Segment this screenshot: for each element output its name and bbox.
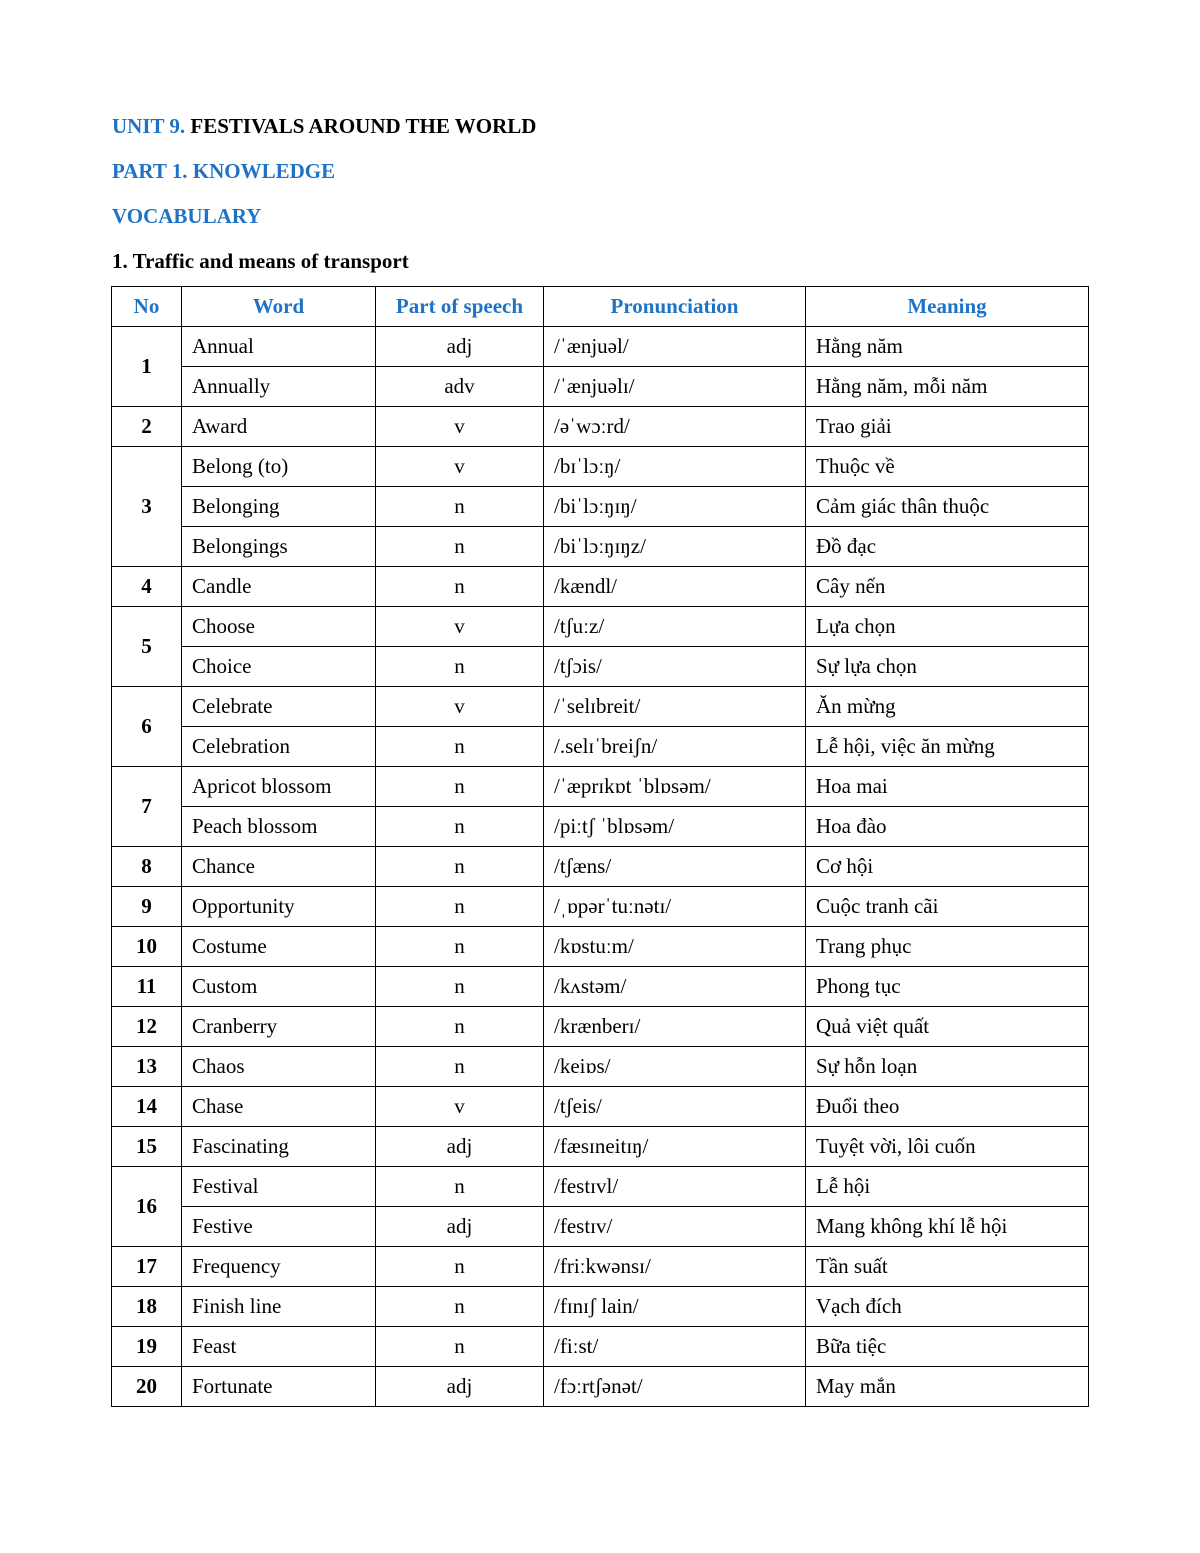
word-cell: Festival <box>182 1167 376 1207</box>
part-of-speech-cell: n <box>376 807 544 847</box>
header-word: Word <box>182 287 376 327</box>
pronunciation-cell: /.selɪˈbreiʃn/ <box>544 727 806 767</box>
table-row <box>112 1087 1089 1127</box>
pronunciation-cell: /əˈwɔːrd/ <box>544 407 806 447</box>
unit-title: FESTIVALS AROUND THE WORLD <box>190 114 537 138</box>
table-row <box>112 1207 1089 1247</box>
pronunciation-cell: /fiːst/ <box>544 1327 806 1367</box>
part-of-speech-cell: n <box>376 927 544 967</box>
word-cell: Award <box>182 407 376 447</box>
table-body <box>112 327 1089 1407</box>
row-number: 14 <box>112 1087 182 1127</box>
table-row <box>112 447 1089 487</box>
row-number: 5 <box>112 607 182 687</box>
part-of-speech-cell: adj <box>376 1127 544 1167</box>
table-row <box>112 807 1089 847</box>
table-row <box>112 567 1089 607</box>
meaning-cell: Thuộc về <box>806 447 1089 487</box>
part-of-speech-cell: n <box>376 967 544 1007</box>
word-cell: Celebration <box>182 727 376 767</box>
word-cell: Custom <box>182 967 376 1007</box>
row-number: 4 <box>112 567 182 607</box>
word-cell: Belong (to) <box>182 447 376 487</box>
pronunciation-cell: /ˌɒpərˈtuːnətɪ/ <box>544 887 806 927</box>
meaning-cell: Trang phục <box>806 927 1089 967</box>
meaning-cell: Cơ hội <box>806 847 1089 887</box>
pronunciation-cell: /ˈænjuəlɪ/ <box>544 367 806 407</box>
meaning-cell: Ăn mừng <box>806 687 1089 727</box>
part-of-speech-cell: adj <box>376 1367 544 1407</box>
header-meaning: Meaning <box>806 287 1089 327</box>
table-row <box>112 607 1089 647</box>
word-cell: Choose <box>182 607 376 647</box>
pronunciation-cell: /keiɒs/ <box>544 1047 806 1087</box>
meaning-cell: Quả việt quất <box>806 1007 1089 1047</box>
part-of-speech-cell: adj <box>376 327 544 367</box>
table-row <box>112 367 1089 407</box>
header-no: No <box>112 287 182 327</box>
word-cell: Choice <box>182 647 376 687</box>
table-row <box>112 1247 1089 1287</box>
word-cell: Fascinating <box>182 1127 376 1167</box>
part-of-speech-cell: n <box>376 1167 544 1207</box>
word-cell: Celebrate <box>182 687 376 727</box>
meaning-cell: Cảm giác thân thuộc <box>806 487 1089 527</box>
row-number: 6 <box>112 687 182 767</box>
section-heading: 1. Traffic and means of transport <box>112 249 409 273</box>
word-cell: Annually <box>182 367 376 407</box>
part-of-speech-cell: v <box>376 1087 544 1127</box>
pronunciation-cell: /kʌstəm/ <box>544 967 806 1007</box>
part-of-speech-cell: v <box>376 447 544 487</box>
word-cell: Candle <box>182 567 376 607</box>
table-row <box>112 1047 1089 1087</box>
pronunciation-cell: /friːkwənsɪ/ <box>544 1247 806 1287</box>
meaning-cell: Sự lựa chọn <box>806 647 1089 687</box>
meaning-cell: Cuộc tranh cãi <box>806 887 1089 927</box>
word-cell: Peach blossom <box>182 807 376 847</box>
table-row <box>112 487 1089 527</box>
table-row <box>112 327 1089 367</box>
table-row <box>112 1167 1089 1207</box>
word-cell: Festive <box>182 1207 376 1247</box>
pronunciation-cell: /krænberɪ/ <box>544 1007 806 1047</box>
word-cell: Finish line <box>182 1287 376 1327</box>
row-number: 18 <box>112 1287 182 1327</box>
row-number: 15 <box>112 1127 182 1167</box>
pronunciation-cell: /piːtʃ ˈblɒsəm/ <box>544 807 806 847</box>
part-of-speech-cell: n <box>376 567 544 607</box>
part-of-speech-cell: n <box>376 527 544 567</box>
row-number: 13 <box>112 1047 182 1087</box>
table-row <box>112 887 1089 927</box>
word-cell: Costume <box>182 927 376 967</box>
part-of-speech-cell: n <box>376 767 544 807</box>
meaning-cell: Bữa tiệc <box>806 1327 1089 1367</box>
pronunciation-cell: /ˈæprɪkɒt ˈblɒsəm/ <box>544 767 806 807</box>
word-cell: Belongings <box>182 527 376 567</box>
part-of-speech-cell: n <box>376 1247 544 1287</box>
row-number: 9 <box>112 887 182 927</box>
table-row <box>112 1327 1089 1367</box>
meaning-cell: Sự hỗn loạn <box>806 1047 1089 1087</box>
pronunciation-cell: /festɪvl/ <box>544 1167 806 1207</box>
part-of-speech-cell: adj <box>376 1207 544 1247</box>
part-heading: PART 1. KNOWLEDGE <box>112 159 336 183</box>
word-cell: Belonging <box>182 487 376 527</box>
meaning-cell: Tuyệt vời, lôi cuốn <box>806 1127 1089 1167</box>
row-number: 11 <box>112 967 182 1007</box>
word-cell: Fortunate <box>182 1367 376 1407</box>
header-part-of-speech: Part of speech <box>376 287 544 327</box>
pronunciation-cell: /fɔːrtʃənət/ <box>544 1367 806 1407</box>
word-cell: Feast <box>182 1327 376 1367</box>
meaning-cell: Cây nến <box>806 567 1089 607</box>
pronunciation-cell: /tʃuːz/ <box>544 607 806 647</box>
table-row <box>112 1287 1089 1327</box>
row-number: 7 <box>112 767 182 847</box>
pronunciation-cell: /tʃæns/ <box>544 847 806 887</box>
meaning-cell: Hoa mai <box>806 767 1089 807</box>
meaning-cell: Tần suất <box>806 1247 1089 1287</box>
meaning-cell: Hằng năm, mỗi năm <box>806 367 1089 407</box>
word-cell: Chaos <box>182 1047 376 1087</box>
part-of-speech-cell: adv <box>376 367 544 407</box>
row-number: 8 <box>112 847 182 887</box>
meaning-cell: Phong tục <box>806 967 1089 1007</box>
part-of-speech-cell: v <box>376 607 544 647</box>
row-number: 20 <box>112 1367 182 1407</box>
row-number: 2 <box>112 407 182 447</box>
table-row <box>112 1127 1089 1167</box>
meaning-cell: Lễ hội, việc ăn mừng <box>806 727 1089 767</box>
row-number: 12 <box>112 1007 182 1047</box>
table-row <box>112 967 1089 1007</box>
word-cell: Opportunity <box>182 887 376 927</box>
meaning-cell: Đuổi theo <box>806 1087 1089 1127</box>
header-pronunciation: Pronunciation <box>544 287 806 327</box>
part-of-speech-cell: n <box>376 887 544 927</box>
pronunciation-cell: /biˈlɔːŋɪŋz/ <box>544 527 806 567</box>
pronunciation-cell: /biˈlɔːŋɪŋ/ <box>544 487 806 527</box>
table-header-row <box>112 287 1089 327</box>
table-row <box>112 407 1089 447</box>
word-cell: Annual <box>182 327 376 367</box>
meaning-cell: Lựa chọn <box>806 607 1089 647</box>
word-cell: Frequency <box>182 1247 376 1287</box>
meaning-cell: Đồ đạc <box>806 527 1089 567</box>
table-row <box>112 647 1089 687</box>
row-number: 3 <box>112 447 182 567</box>
vocabulary-table <box>111 286 1089 1407</box>
row-number: 16 <box>112 1167 182 1247</box>
meaning-cell: Hoa đào <box>806 807 1089 847</box>
table-row <box>112 847 1089 887</box>
part-of-speech-cell: n <box>376 1327 544 1367</box>
table-row <box>112 767 1089 807</box>
row-number: 17 <box>112 1247 182 1287</box>
row-number: 1 <box>112 327 182 407</box>
unit-prefix: UNIT 9. <box>112 114 186 138</box>
meaning-cell: Hằng năm <box>806 327 1089 367</box>
pronunciation-cell: /kɒstuːm/ <box>544 927 806 967</box>
part-of-speech-cell: n <box>376 847 544 887</box>
meaning-cell: Trao giải <box>806 407 1089 447</box>
pronunciation-cell: /tʃɔis/ <box>544 647 806 687</box>
word-cell: Apricot blossom <box>182 767 376 807</box>
part-of-speech-cell: v <box>376 407 544 447</box>
unit-heading <box>112 116 536 137</box>
pronunciation-cell: /fɪnɪʃ lain/ <box>544 1287 806 1327</box>
meaning-cell: May mắn <box>806 1367 1089 1407</box>
word-cell: Chance <box>182 847 376 887</box>
pronunciation-cell: /festɪv/ <box>544 1207 806 1247</box>
vocabulary-heading: VOCABULARY <box>112 204 262 228</box>
table-row <box>112 927 1089 967</box>
row-number: 10 <box>112 927 182 967</box>
meaning-cell: Mang không khí lễ hội <box>806 1207 1089 1247</box>
table-row <box>112 1367 1089 1407</box>
part-of-speech-cell: n <box>376 1287 544 1327</box>
part-of-speech-cell: n <box>376 647 544 687</box>
part-of-speech-cell: n <box>376 727 544 767</box>
part-of-speech-cell: v <box>376 687 544 727</box>
table-row <box>112 1007 1089 1047</box>
pronunciation-cell: /kændl/ <box>544 567 806 607</box>
table-row <box>112 527 1089 567</box>
table-row <box>112 687 1089 727</box>
pronunciation-cell: /tʃeis/ <box>544 1087 806 1127</box>
row-number: 19 <box>112 1327 182 1367</box>
pronunciation-cell: /fæsɪneitɪŋ/ <box>544 1127 806 1167</box>
part-of-speech-cell: n <box>376 487 544 527</box>
pronunciation-cell: /ˈselɪbreit/ <box>544 687 806 727</box>
part-of-speech-cell: n <box>376 1007 544 1047</box>
table-row <box>112 727 1089 767</box>
part-of-speech-cell: n <box>376 1047 544 1087</box>
word-cell: Chase <box>182 1087 376 1127</box>
pronunciation-cell: /bɪˈlɔːŋ/ <box>544 447 806 487</box>
word-cell: Cranberry <box>182 1007 376 1047</box>
pronunciation-cell: /ˈænjuəl/ <box>544 327 806 367</box>
meaning-cell: Vạch đích <box>806 1287 1089 1327</box>
meaning-cell: Lễ hội <box>806 1167 1089 1207</box>
